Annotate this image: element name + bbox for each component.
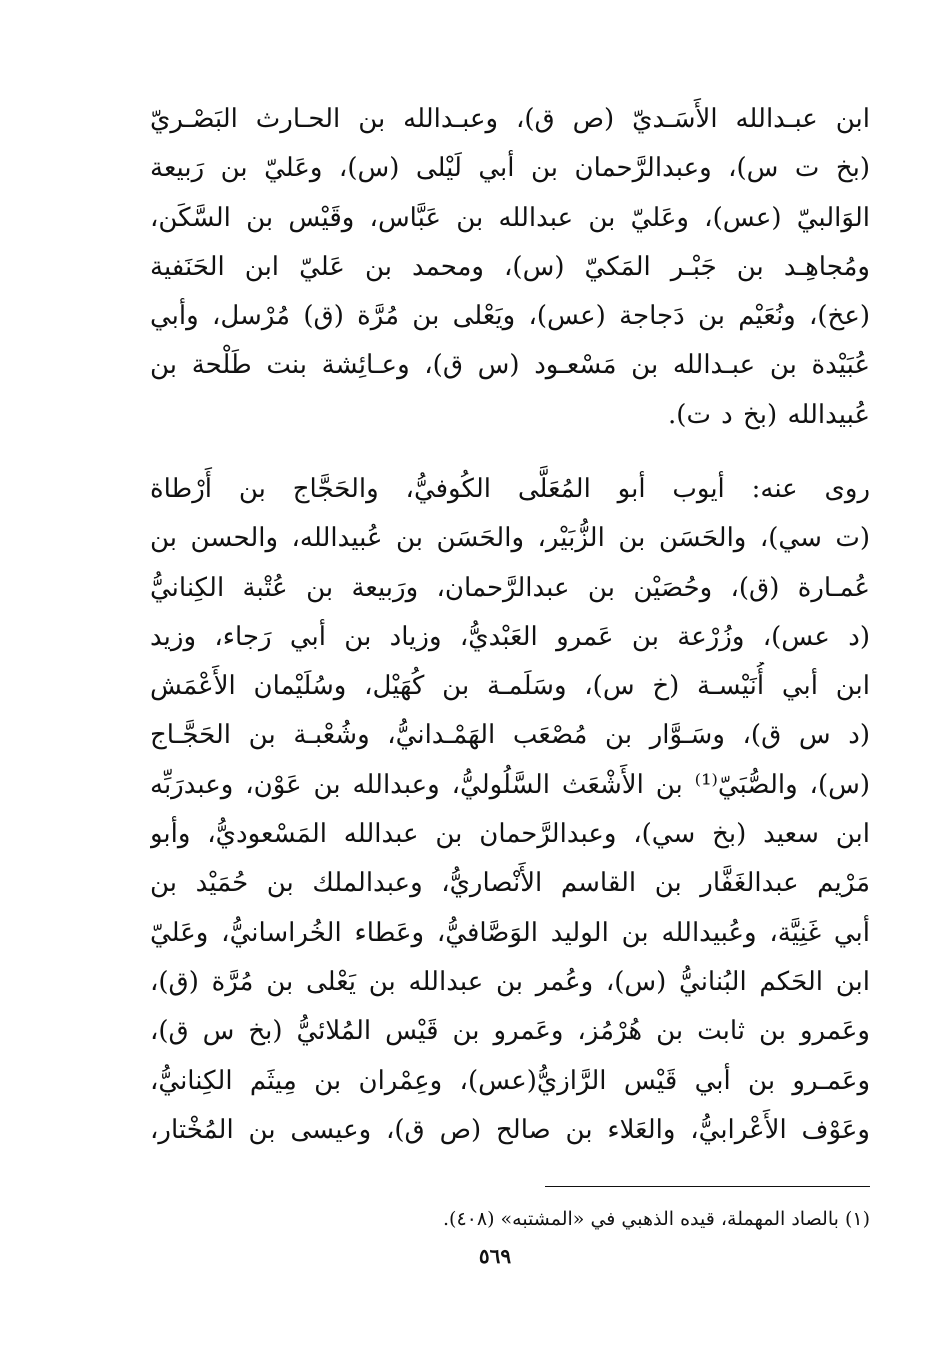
text-line: ابن سعيد (بخ سي)، وعبدالرَّحمان بن عبدالله المَسْعوديُّ، وأبو — [150, 819, 870, 850]
text-line: ابن أبي أُنَيْسـة (خ س)، وسَلَمـة بن كُهَيْل، وسُلَيْمان الأَعْمَش — [150, 671, 870, 702]
text-line: عُمـارة (ق)، وحُصَيْن بن عبدالرَّحمان، ورَبيعة بن عُتْبة الكِنانيُّ — [150, 572, 870, 603]
text-line: مَرْيم عبدالغَفَّار بن القاسم الأَنْصاريُّ، وعبدالملك بن حُمَيْد بن — [150, 868, 870, 899]
narrators-from-paragraph — [150, 95, 870, 440]
text-line: ابن الحَكم البُنانيُّ (س)، وعُمر بن عبدالله بن يَعْلى بن مُرَّة (ق)، — [150, 966, 870, 997]
text-line: (ت سي)، والحَسَن بن الزُّبَيْر، والحَسَن بن عُبيدالله، والحسن بن — [150, 523, 870, 554]
text-line: الوَالبيّ (عس)، وعَليّ بن عبدالله بن عَبَّاس، وقَيْس بن السَّكَن، — [150, 202, 870, 233]
text-line: (عخ)، ونُعَيْم بن دَجاجة (عس)، ويَعْلى بن مُرَّة (ق) مُرْسل، وأبي — [150, 301, 870, 332]
text-line: وعَوْف الأَعْرابيُّ، والعَلاء بن صالح (ص ق)، وعيسى بن المُخْتار، — [150, 1114, 870, 1145]
page-number: ٥٦٩ — [478, 1244, 512, 1268]
text-line: روى عنه: أيوب أبو المُعَلَّى الكُوفيُّ، والحَجَّاج بن أَرْطاة — [150, 474, 870, 504]
text-line: عُبَيْدة بن عبـدالله بن مَسْعـود (س ق)، وعـائِشة بنت طَلْحة بن — [150, 350, 870, 381]
text-line: (د س ق)، وسَـوَّار بن مُصْعَب الهَمْـدانيُّ، وشُعْبـة بن الحَجَّـاج — [150, 720, 870, 751]
text-line: (س)، والصُّبَيّ⁽¹⁾ بن الأَشْعَث السَّلُوليُّ، وعبدالله بن عَوْن، وعبدرَبِّه — [150, 769, 870, 800]
text-line: (بخ ت س)، وعبدالرَّحمان بن أبي لَيْلى (س)، وعَليّ بن رَبيعة — [150, 153, 870, 184]
text-line: أبي غَنِيَّة، وعُبيدالله بن الوليد الوَصَّافيُّ، وعَطاء الخُراسانيُّ، وعَليّ — [150, 917, 870, 948]
footnote: (١) بالصاد المهملة، قيده الذهبي في «المشتبه» (٤٠٨). — [442, 1208, 870, 1230]
text-line: وعَمـرو بن أبي قَيْس الرَّازيُّ(عس)، وعِمْران بن مِيثَم الكِنانيُّ، — [150, 1065, 870, 1096]
text-line: وعَمرو بن ثابت بن هُرْمُز، وعَمرو بن قَيْس المُلائيُّ (بخ س ق)، — [150, 1016, 870, 1047]
text-line: (د عس)، وزُرْعة بن عَمرو العَبْديُّ، وزياد بن أبي رَجاء، وزيد — [150, 621, 870, 652]
narrated-by-paragraph — [150, 465, 870, 1155]
text-line: ومُجاهِـد بن جَبْـر المَكيّ (س)، ومحمد بن عَليّ ابن الحَنَفية — [150, 251, 870, 282]
text-line: عُبيدالله (بخ د ت). — [668, 399, 870, 430]
footnote-divider — [545, 1186, 870, 1187]
text-line: ابن عبـدالله الأَسَـديّ (ص ق)، وعبـدالله بن الحـارث البَصْـريّ — [150, 104, 870, 134]
